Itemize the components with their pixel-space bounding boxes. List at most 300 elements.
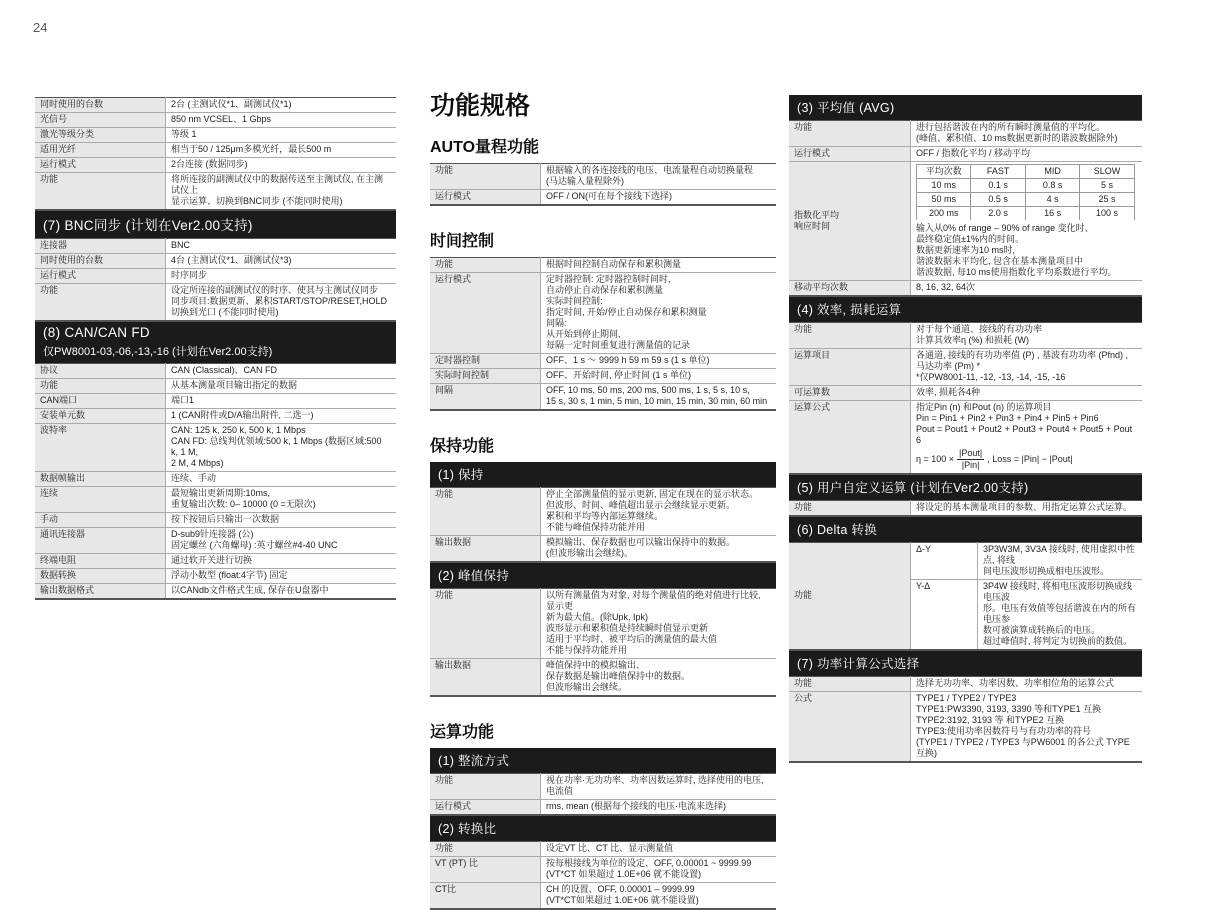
text-line: BNC: [171, 240, 191, 250]
text-line: 模拟输出、保存数据也可以输出保持中的数据。: [546, 537, 736, 547]
text-line: 从基本测量项目输出指定的数据: [171, 380, 298, 390]
text-line: 显示运算、切换到BNC同步 (不能同时使用): [171, 196, 343, 206]
spec-table: [789, 322, 1142, 475]
row-label-line: 光信号: [40, 114, 68, 124]
table-row: [35, 528, 396, 554]
table-row: [789, 323, 1142, 349]
section-header-band: [430, 816, 776, 841]
text-line: 选择无功功率、功率因数、功率相位角的运算公式: [916, 678, 1115, 688]
text-line: OFF, 10 ms, 50 ms, 200 ms, 500 ms, 1 s, 5 s, 10 s,: [546, 385, 750, 395]
spec-table: [430, 487, 776, 563]
text-line: OFF / ON(可在每个接线下选择): [546, 191, 672, 201]
table-row: [35, 394, 396, 409]
row-value: [541, 589, 777, 659]
row-label-line: 功能: [40, 174, 59, 184]
row-sublabel: Y-Δ: [911, 580, 978, 651]
spec-table: [430, 257, 776, 411]
row-value: [166, 98, 397, 113]
text-line: 2台 (主测试仪*1、副测试仪*1): [171, 99, 292, 109]
row-label: [789, 692, 911, 763]
section-header-title: (1) 保持: [438, 468, 484, 482]
row-label-line: 波特率: [40, 425, 68, 435]
text-line: 2台连接 (数据同步): [171, 159, 248, 169]
text-line: 固定螺丝 (六角螺母) :英寸螺丝#4-40 UNC: [171, 540, 338, 550]
text-line: 间隔:: [546, 318, 567, 328]
nested-cell: 25 s: [1080, 193, 1134, 207]
row-value: [541, 774, 777, 800]
table-row: [430, 164, 776, 190]
text-line: 但波形输出会继续。: [546, 682, 628, 692]
table-row: [35, 379, 396, 394]
table-row: [35, 113, 396, 128]
text-line: 间电压波形切换成相电压波形。: [983, 566, 1110, 576]
page-title: 功能规格: [430, 92, 531, 120]
row-value: [166, 554, 397, 569]
row-label-line: CT比: [435, 884, 456, 894]
row-label-line: 运行模式: [435, 801, 472, 811]
row-value: [541, 164, 777, 190]
row-label-line: 手动: [40, 514, 59, 524]
table-row: [917, 179, 1135, 193]
text-line: 视在功率·无功功率、功率因数运算时, 选择使用的电压,: [546, 775, 764, 785]
spec-column-right: [789, 95, 1142, 763]
text-line: 累积和平均等内部运算继续。: [546, 511, 664, 521]
row-label: [430, 857, 541, 883]
section-header-subtitle: 仅PW8001-03,-06,-13,-16 (计划在Ver2.00支持): [43, 346, 273, 358]
page-number: 24: [33, 20, 48, 35]
row-value: [166, 158, 397, 173]
table-row: [35, 409, 396, 424]
text-line: 效率, 损耗各4种: [916, 387, 981, 397]
text-line: 同步项目:数据更新、累积START/STOP/RESET,HOLD: [171, 296, 388, 306]
table-row: [430, 857, 776, 883]
text-line: (但波形输出会继续)。: [546, 548, 633, 558]
row-label-line: 适用光纤: [40, 144, 77, 154]
section-header-title: (7) BNC同步 (计划在Ver2.00支持): [43, 218, 253, 233]
text-line: 最短输出更新周期:10ms,: [171, 488, 271, 498]
row-value: [541, 258, 777, 273]
text-line: D-sub9针连接器 (公): [171, 529, 254, 539]
text-line: 但波形、时间、峰值超出显示会继续显示更新。: [546, 500, 736, 510]
row-label-line: 运行模式: [794, 148, 831, 158]
text-line: rms, mean (根据每个接线的电压·电流来选择): [546, 801, 727, 811]
table-row: [430, 800, 776, 816]
row-label-line: 数据转换: [40, 570, 77, 580]
row-label: [430, 488, 541, 536]
table-row: [35, 254, 396, 269]
section-header-band: [789, 297, 1142, 322]
row-value: [541, 800, 777, 816]
row-label-line: 实际时间控制: [435, 370, 490, 380]
text-line: 进行包括谐波在内的所有瞬时测量值的平均化。: [916, 122, 1106, 132]
text-line: 数据更新速率为10 ms时,: [916, 245, 1016, 255]
row-label-line: 功能: [435, 489, 454, 499]
row-label: [430, 258, 541, 273]
text-line: OFF、1 s ～ 9999 h 59 m 59 s (1 s 单位): [546, 355, 710, 365]
table-row: [430, 774, 776, 800]
row-label-line: 功能: [794, 502, 813, 512]
row-label-line: 激光等级分类: [40, 129, 95, 139]
row-value: [166, 472, 397, 487]
table-row: [430, 659, 776, 697]
row-label: [35, 569, 166, 584]
section-header-band: [789, 95, 1142, 120]
table-row: [789, 401, 1142, 475]
table-row: [35, 513, 396, 528]
table-row: [430, 842, 776, 857]
text-line: (TYPE1 / TYPE2 / TYPE3 与PW6001 的各公式 TYPE 互换): [916, 737, 1130, 758]
row-label-line: 同时使用的台数: [40, 99, 104, 109]
text-line: 相当于50 / 125μm多模光纤，最长500 m: [171, 144, 332, 154]
nested-cell: 0.1 s: [971, 179, 1025, 193]
spec-table: [430, 588, 776, 697]
row-label: [430, 190, 541, 206]
row-label-line: 功能: [40, 285, 59, 295]
text-line: CAN (Classical)、CAN FD: [171, 365, 278, 375]
row-value: [911, 692, 1143, 763]
text-line: 形。电压有效值等包括谐波在内的所有电压参: [983, 603, 1137, 624]
table-row: [430, 190, 776, 206]
text-line: 以所有测量值为对象, 对每个测量值的绝对值进行比较, 显示更: [546, 590, 761, 611]
row-label: [35, 584, 166, 600]
text-line: 指定时间, 开始/停止自动保存和累积测量: [546, 307, 707, 317]
row-label: [35, 513, 166, 528]
text-line: 电流值: [546, 786, 574, 796]
spec-table: [789, 500, 1142, 517]
spec-table: [789, 542, 1142, 651]
row-value: [166, 528, 397, 554]
row-value: [541, 354, 777, 369]
row-label: [789, 501, 911, 517]
table-row: [917, 193, 1135, 207]
row-label-line: 连接器: [40, 240, 68, 250]
spec-table: [35, 238, 396, 322]
text-line: 等级 1: [171, 129, 197, 139]
formula-suffix: , Loss = |Pin| − |Pout|: [987, 454, 1073, 464]
text-line: 通过软开关进行切换: [171, 555, 253, 565]
row-value: [166, 569, 397, 584]
text-line: (峰值、累积值、10 ms数据更新时的谐波数据除外): [916, 133, 1118, 143]
text-line: 从开始到停止期间,: [546, 329, 621, 339]
row-label: [430, 774, 541, 800]
row-value: [911, 677, 1143, 692]
row-value: [166, 584, 397, 600]
row-label-line: CAN端口: [40, 395, 78, 405]
table-row: [35, 569, 396, 584]
text-line: CAN: 125 k, 250 k, 500 k, 1 Mbps: [171, 425, 306, 435]
table-row: [430, 369, 776, 384]
table-row: [789, 677, 1142, 692]
section-header-band: [789, 651, 1142, 676]
text-line: *仅PW8001-11, -12, -13, -14, -15, -16: [916, 372, 1066, 382]
nested-cell: 0.8 s: [1025, 179, 1079, 193]
row-label-line: 运算项目: [794, 350, 831, 360]
text-line: 连续、手动: [171, 473, 217, 483]
row-value: [166, 239, 397, 254]
row-label: [35, 409, 166, 424]
row-label: [35, 284, 166, 322]
row-value: [166, 269, 397, 284]
row-value: [166, 128, 397, 143]
row-sublabel: Δ-Y: [911, 543, 978, 580]
row-value: [978, 543, 1143, 580]
row-label-line: 连续: [40, 488, 59, 498]
text-line: 马达功率 (Pm) *: [916, 361, 980, 371]
row-label-line: 移动平均次数: [794, 282, 849, 292]
nested-cell: 50 ms: [917, 193, 971, 207]
table-row: [789, 543, 1142, 580]
text-line: (马达输入量程除外): [546, 176, 624, 186]
row-label-line: 运行模式: [435, 191, 472, 201]
row-label: [35, 364, 166, 379]
section-header-band: [430, 563, 776, 588]
text-line: 设定VT 比、CT 比、显示测量值: [546, 843, 674, 853]
row-label-line: 终端电阻: [40, 555, 77, 565]
table-row: [430, 488, 776, 536]
row-label: [430, 800, 541, 816]
row-label-line: 运行模式: [40, 159, 77, 169]
table-row: [789, 501, 1142, 517]
text-line: 实际时间控制:: [546, 296, 603, 306]
row-label-line: 定时器控制: [435, 355, 481, 365]
section-heading: AUTO量程功能: [430, 139, 540, 156]
section-header-band: [430, 748, 776, 773]
spec-column-left: [35, 97, 396, 600]
text-line: 适用于平均时、被平均后的测量值的最大值: [546, 634, 718, 644]
response-time-table: [916, 164, 1135, 220]
text-line: Pout = Pout1 + Pout2 + Pout3 + Pout4 + Pout5 + Pout6: [916, 424, 1133, 445]
section-header-title: (3) 平均值 (AVG): [797, 101, 895, 115]
row-label-line: 功能: [40, 380, 59, 390]
text-line: CAN FD: 总线判优领域:500 k, 1 Mbps (数据区域:500 k, 1 M,: [171, 436, 382, 457]
text-line: 每隔一定时间重复进行测量值的记录: [546, 340, 691, 350]
table-row: [430, 354, 776, 369]
text-line: 各通道, 接线的有功功率值 (P) , 基波有功功率 (Pfnd) ,: [916, 350, 1129, 360]
row-value: [166, 379, 397, 394]
row-label: [35, 128, 166, 143]
row-label-line: 响应时间: [794, 220, 831, 231]
row-label-line: 功能: [435, 590, 454, 600]
text-line: OFF、开始时间, 停止时间 (1 s 单位): [546, 370, 691, 380]
row-label: [789, 677, 911, 692]
row-label-line: 可运算数: [794, 387, 831, 397]
text-line: 最终稳定值±1%内的时间。: [916, 234, 1024, 244]
fraction-numerator: |Pout|: [959, 448, 983, 458]
row-label: [430, 384, 541, 411]
row-label: [430, 589, 541, 659]
row-value: [911, 501, 1143, 517]
row-label-line: 通讯连接器: [40, 529, 86, 539]
text-line: 数可被演算成转换后的电压。: [983, 625, 1101, 635]
row-label: [430, 842, 541, 857]
row-label-line: 功能: [435, 775, 454, 785]
text-line: 谐波数据, 每10 ms使用指数化平均系数进行平均。: [916, 267, 1117, 277]
table-row: [430, 273, 776, 354]
row-value: [541, 857, 777, 883]
row-value: [541, 369, 777, 384]
text-line: 波形显示和累积值是持续瞬时值显示更新: [546, 623, 709, 633]
text-line: 对于每个通道、接线的有功功率: [916, 324, 1043, 334]
row-value: [166, 487, 397, 513]
text-line: 4台 (主测试仪*1、副测试仪*3): [171, 255, 292, 265]
nested-header-cell: MID: [1025, 165, 1079, 179]
formula-prefix: η = 100 ×: [916, 454, 955, 464]
text-line: 根据输入的各连接线的电压、电流量程自动切换量程: [546, 165, 754, 175]
text-line: Pin = Pin1 + Pin2 + Pin3 + Pin4 + Pin5 + Pin6: [916, 413, 1099, 423]
row-label: [35, 113, 166, 128]
row-label-line: 功能: [435, 843, 454, 853]
text-line: 按每根接线为单位的设定、OFF, 0.00001 ~ 9999.99: [546, 858, 752, 868]
row-label-line: VT (PT) 比: [435, 858, 478, 868]
table-row: [789, 692, 1142, 763]
table-row: [430, 258, 776, 273]
nested-header-cell: SLOW: [1080, 165, 1134, 179]
row-label-line: 功能: [435, 259, 454, 269]
text-line: TYPE2:3192, 3193 等 和TYPE2 互换: [916, 715, 1065, 725]
text-line: 将所连接的副测试仪中的数据传送至主测试仪, 在主测试仪上: [171, 174, 384, 195]
row-label-line: 功能: [794, 590, 813, 600]
table-row: [789, 147, 1142, 162]
row-value: [911, 349, 1143, 386]
table-row: [430, 536, 776, 563]
row-label-line: 功能: [794, 122, 813, 132]
table-row: [430, 589, 776, 659]
text-line: 时序同步: [171, 270, 208, 280]
row-value: [911, 162, 1143, 281]
row-label: [789, 349, 911, 386]
text-line: 切换到光口 (不能同时使用): [171, 307, 279, 317]
row-label: [35, 424, 166, 472]
row-value: [166, 113, 397, 128]
text-line: 3P4W 接线时, 将相电压波形切换成线电压波: [983, 581, 1133, 602]
text-line: 峰值保持中的模拟输出、: [546, 660, 646, 670]
nested-cell: 4 s: [1025, 193, 1079, 207]
section-header-band: [35, 211, 396, 238]
row-value: [166, 173, 397, 211]
section-header-title: (5) 用户自定义运算 (计划在Ver2.00支持): [797, 481, 1029, 495]
text-line: 指定Pin (n) 和Pout (n) 的运算项目: [916, 402, 1052, 412]
row-label: [35, 394, 166, 409]
row-label: [789, 162, 911, 281]
row-label: [430, 883, 541, 910]
table-row: [35, 364, 396, 379]
text-line: 不能与保持功能并用: [546, 645, 628, 655]
row-label: [789, 323, 911, 349]
text-line: 按下按钮后只输出一次数据: [171, 514, 280, 524]
row-label: [35, 487, 166, 513]
text-line: (VT*CT 如果超过 1.0E+06 就不能设置): [546, 869, 702, 879]
row-value: [541, 883, 777, 910]
text-line: 计算其效率η (%) 和损耗 (W): [916, 335, 1029, 345]
row-label-line: 运行模式: [435, 274, 472, 284]
row-label-line: 输出数据: [435, 537, 472, 547]
row-label: [430, 273, 541, 354]
text-line: 以CANdb文件格式生成, 保存在U盘器中: [171, 585, 329, 595]
row-label: [35, 158, 166, 173]
row-label: [430, 354, 541, 369]
text-line: 超过峰值时, 将判定为切换前的数值。: [983, 636, 1133, 646]
section-heading: 时间控制: [430, 233, 495, 250]
row-label: [789, 543, 911, 651]
section-header-band: [789, 475, 1142, 500]
table-row: [35, 424, 396, 472]
row-label: [35, 173, 166, 211]
text-line: 输入从0% of range – 90% of range 变化时、: [916, 223, 1094, 233]
table-row: [789, 349, 1142, 386]
section-header-band: [35, 322, 396, 363]
nested-header-cell: FAST: [971, 165, 1025, 179]
row-label-line: 间隔: [435, 385, 454, 395]
section-header-title: (6) Delta 转换: [797, 523, 878, 537]
nested-header-cell: 平均次数: [917, 165, 971, 179]
row-value: [166, 409, 397, 424]
row-label: [35, 143, 166, 158]
spec-table: [789, 676, 1142, 763]
row-label: [35, 554, 166, 569]
row-label: [430, 536, 541, 563]
row-value: [911, 386, 1143, 401]
row-label-line: 运算公式: [794, 402, 831, 412]
table-row: [35, 472, 396, 487]
row-value: [166, 143, 397, 158]
table-row: [789, 162, 1142, 281]
nested-cell: 200 ms: [917, 207, 971, 221]
text-line: 根据时间控制自动保存和累积测量: [546, 259, 682, 269]
spec-table: [430, 163, 776, 206]
row-label: [35, 98, 166, 113]
fraction-denominator: |Pin|: [961, 460, 980, 470]
table-row: [35, 584, 396, 600]
nested-cell: 10 ms: [917, 179, 971, 193]
spec-table: [789, 120, 1142, 297]
text-line: 停止全部测量值的显示更新, 固定在现在的显示状态。: [546, 489, 759, 499]
section-heading: 运算功能: [430, 724, 495, 741]
nested-cell: 16 s: [1025, 207, 1079, 221]
table-row: [35, 173, 396, 211]
table-row: [430, 883, 776, 910]
nested-cell: 100 s: [1080, 207, 1134, 221]
row-value: [911, 323, 1143, 349]
row-value: [541, 190, 777, 206]
table-row: [35, 158, 396, 173]
section-header-title: (2) 峰值保持: [438, 569, 510, 583]
text-line: TYPE3:使用功率因数符号与有功功率的符号: [916, 726, 1092, 736]
row-value: [166, 424, 397, 472]
row-label: [35, 379, 166, 394]
spec-table: [430, 773, 776, 816]
text-line: TYPE1 / TYPE2 / TYPE3: [916, 693, 1017, 703]
row-value: [166, 513, 397, 528]
row-label: [789, 281, 911, 297]
spec-table: [430, 841, 776, 910]
row-label: [789, 147, 911, 162]
row-label-line: 协议: [40, 365, 59, 375]
table-row: [789, 386, 1142, 401]
text-line: (VT*CT如果超过 1.0E+06 就不能设置): [546, 895, 699, 905]
text-line: OFF / 指数化平均 / 移动平均: [916, 148, 1030, 158]
text-line: 定时器控制: 定时器控制时间时,: [546, 274, 671, 284]
row-label: [35, 269, 166, 284]
table-row: [35, 487, 396, 513]
nested-cell: 2.0 s: [971, 207, 1025, 221]
section-header-band: [789, 517, 1142, 542]
row-label: [35, 472, 166, 487]
section-heading: 保持功能: [430, 438, 495, 455]
table-row: [35, 554, 396, 569]
text-line: 端口1: [171, 395, 195, 405]
table-row: [35, 284, 396, 322]
table-row: [35, 143, 396, 158]
